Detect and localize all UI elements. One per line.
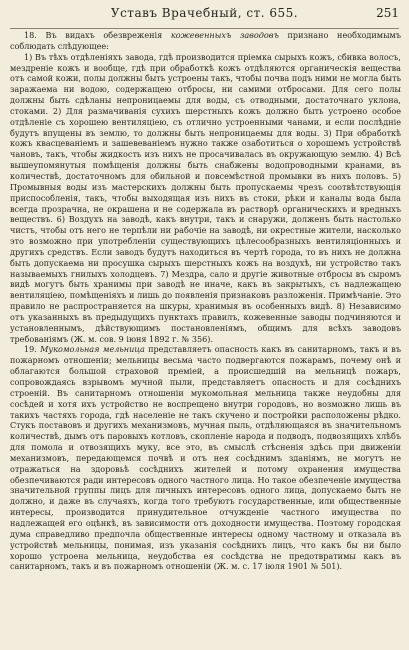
header-rule bbox=[10, 28, 399, 29]
running-header bbox=[10, 6, 399, 22]
italic-term: Мукомольная мельница bbox=[40, 344, 145, 355]
text-span: 18. Въ видахъ обезвреженія bbox=[24, 30, 171, 40]
italic-term: кожевенныхъ заводовъ bbox=[170, 30, 279, 40]
page-number: 251 bbox=[376, 6, 399, 20]
paragraph-19 bbox=[10, 344, 401, 572]
paragraph-18-intro bbox=[10, 30, 401, 52]
paragraph-18-rules: 1) Въ тѣхъ отдѣленіяхъ завода, гдѣ производится пріемка сырыхъ кожъ, сбивка волосъ, мездреніе кожъ и вообще, гдѣ при обработкѣ кожъ отдѣляются органическія вещества отъ самой кожи, полы должны быть устроены такъ, чтобы почва подъ ними не могла быть заражаема ни водою, содержащею отбросы, ни самими отбросами. Для сего полы должны быть сдѣланы непроницаемы для воды, съ отводными, достаточнаго уклона, стоками. 2) Для размачиванія сухихъ шерстныхъ кожъ должно быть устроено особое отдѣленіе съ хорошею вентиляціею, съ отлично устроенными чанами, и если послѣдніе будутъ впущены въ землю, то должны быть непроницаемы для воды. 3) При обработкѣ кожъ квасцеваніемъ и зашевеваніемъ нужно также озаботиться о хорошемъ устройствѣ чановъ, такъ, чтобы жидкость изъ нихъ не просачивалась въ окружающую землю. 4) Всѣ вышеупомянутыя помѣщенія должны быть снабжены водопроводными кранами, въ количествѣ, достаточномъ для обильной и повсемѣстной промывки въ нихъ половъ. 5) Промывныя воды изъ мастерскихъ должны быть пропускаемы чрезъ соотвѣтствующія приспособленія, такъ, чтобы выходящая изъ нихъ въ стоки, рѣки и каналы вода была всегда прозрачна, не окрашена и не содержала въ растворѣ органическихъ и вредныхъ веществъ. 6) Воздухъ на заводѣ, какъ внутри, такъ и снаружи, долженъ быть настолько чистъ, чтобы отъ него не терпѣли ни рабочіе на заводѣ, ни окрестные жители, насколько это возможно при употребленіи существующихъ цѣлесообразныхъ вентиляціонныхъ и другихъ средствъ. Если заводъ будутъ находиться въ чертѣ города, то въ нихъ не должна быть допускаема ни просушка сырыхъ шерстныхъ кожъ на воздухѣ, ни устройство такъ называемыхъ гнилыхъ холодцевъ. 7) Мездра, сало и другіе животные отбросы въ сыромъ видѣ могутъ быть хранимы при заводѣ не иначе, какъ въ закрытыхъ, съ надлежащею вентиляціею, помѣщеніяхъ и лишь до появленія признаковъ разложенія. Примѣчаніе. Это правило не распространяется на шкуры, хранимыя въ особенныхъ видѣ. 8) Независимо отъ указанныхъ въ предыдущихъ пунктахъ правилъ, кожевенные заводы подчиняются и установленнымъ, дѣйствующимъ постановленіямъ, общимъ для всѣхъ заводовъ требованіямъ (Ж. м. сов. 9 іюня 1892 г. № 356). bbox=[10, 51, 401, 344]
text-span: 19. bbox=[24, 344, 41, 355]
header-title: Уставъ Врачебный, ст. 655. bbox=[110, 6, 299, 20]
document-body bbox=[10, 30, 401, 646]
text-span: представляетъ опасность какъ въ санитарномъ, такъ и въ пожарномъ отношеніи; мельницы весьма часто подвергаются пожарамъ, почему онѣ и облагаются большой страховой преміей, а происшедшій на мельницѣ пожаръ, сопровождаясь взрывомъ мучной пыли, представляетъ опасность и для сосѣднихъ строеній. Въ санитарномъ отношеніи мукомольная мельница также неудобны для сосѣдей и хотя ихъ устройство не воспрещено внутри городовъ, но возможно лишь въ такихъ частяхъ города, гдѣ населеніе не такъ скучено и постройки расположены рѣдко. Стукъ поставовъ и другихъ механизмовъ, мучная пыль, отдѣляющаяся въ значительномъ количествѣ, дымъ отъ паровыхъ котловъ, скопленіе народа и подводъ, подвозящихъ хлѣбъ для помола и отвозящихъ муку, все это, въ смыслѣ стѣсненія здѣсь при движеніи механизмовъ, передающемся почвѣ и отъ нея сосѣднимъ зданіямъ, не могутъ не отражаться на здоровьѣ сосѣднихъ жителей и потому охранения имущества обезпечиваются ради интересовъ одного частного лица. Но такое обезпеченіе имущества значительной группы лицъ для личныхъ интересовъ одного лица, допускаемо быть не должно, и даже въ случаяхъ, когда того требуютъ государственные, или общественные интересы, производится принудительное отчужденіе частного имущества по надлежащей его оцѣнкѣ, въ зависимости отъ доходности имущества. Поэтому городская дума справедливо предпочла общественные интересы одному частному и отказала въ устройствѣ мельницы, понимая, изъ указанія сосѣднихъ лицъ, что какъ бы ни было хорошо устроена мельница, неудобства ея сосѣдства не предотвратимы какъ въ санитарномъ, такъ и въ пожарномъ отношеніи (Ж. м. с. 17 іюля 1901 № 501). bbox=[10, 344, 401, 572]
text-span: признано необходимымъ соблюдать слѣдующее: bbox=[10, 30, 401, 51]
